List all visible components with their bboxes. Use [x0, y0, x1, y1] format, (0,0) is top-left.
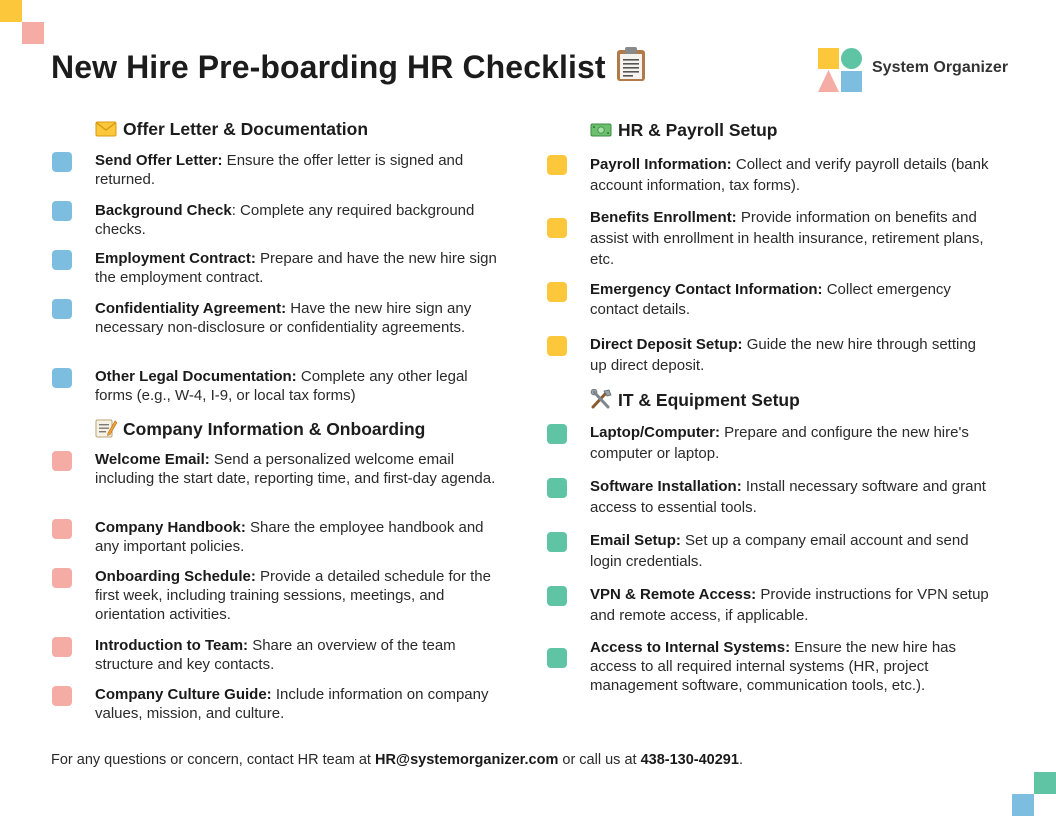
page-title-text: New Hire Pre-boarding HR Checklist — [51, 49, 606, 85]
corner-square-green — [1034, 772, 1056, 794]
checkbox[interactable] — [547, 586, 567, 606]
hr-email-link[interactable]: HR@systemorganizer.com — [374, 752, 559, 768]
envelope-icon — [95, 120, 117, 138]
checkbox[interactable] — [547, 155, 567, 175]
memo-icon — [95, 418, 117, 436]
item-text: Other Legal Documentation: Complete any other legal forms (e.g., W-4, I-9, or local tax forms) — [95, 368, 468, 404]
system-organizer-logo — [818, 48, 864, 92]
corner-square-yellow — [0, 0, 22, 22]
item-text: Employment Contract: Prepare and have the new hire sign the employment contract. — [95, 250, 497, 286]
clipboard-icon — [616, 46, 646, 90]
item-text: Benefits Enrollment: Provide information on benefits and assist with enrollment in health insurance, retirement plans, etc. — [590, 209, 984, 268]
section-title-it: IT & Equipment Setup — [590, 389, 800, 411]
checkbox[interactable] — [52, 686, 72, 706]
item-text: Emergency Contact Information: Collect emergency contact details. — [590, 281, 951, 318]
item-text: Company Handbook: Share the employee handbook and any important policies. — [95, 519, 484, 555]
hr-phone-number[interactable]: 438-130-40291 — [640, 752, 739, 768]
item-text: Access to Internal Systems: Ensure the new hire has access to all required internal systems (HR, project management software, communication tools, etc.). — [590, 639, 957, 694]
brand-name: System Organizer — [872, 59, 1009, 76]
section-title-payroll: HR & Payroll Setup — [590, 120, 777, 141]
item-text: Direct Deposit Setup: Guide the new hire through setting up direct deposit. — [590, 336, 977, 374]
corner-square-blue — [1012, 794, 1034, 816]
checkbox[interactable] — [547, 218, 567, 238]
page-title — [51, 46, 646, 90]
section-title-offer: Offer Letter & Documentation — [95, 119, 368, 140]
checkbox[interactable] — [547, 648, 567, 668]
item-text: Background Check: Complete any required background checks. — [95, 202, 475, 238]
item-text: Onboarding Schedule: Provide a detailed schedule for the first week, including training sessions, meetings, and orientation activities. — [95, 568, 491, 623]
checkbox[interactable] — [52, 519, 72, 539]
footer-contact: For any questions or concern, contact HR team at HR@systemorganizer.com or call us at 438-130-40291. — [51, 752, 743, 768]
checkbox[interactable] — [52, 637, 72, 657]
checkbox[interactable] — [547, 424, 567, 444]
checkbox[interactable] — [547, 282, 567, 302]
checkbox[interactable] — [52, 299, 72, 319]
checkbox[interactable] — [52, 451, 72, 471]
item-text: Introduction to Team: Share an overview of the team structure and key contacts. — [95, 637, 456, 673]
checkbox[interactable] — [52, 201, 72, 221]
checkbox[interactable] — [547, 532, 567, 552]
item-text: Software Installation: Install necessary software and grant access to essential tools. — [590, 478, 986, 516]
checkbox[interactable] — [547, 336, 567, 356]
item-text: Payroll Information: Collect and verify payroll details (bank account information, tax forms). — [590, 156, 989, 194]
corner-square-pink — [22, 22, 44, 44]
tools-icon — [590, 389, 612, 407]
item-text: Welcome Email: Send a personalized welcome email including the start date, reporting time, and first-day agenda. — [95, 451, 496, 487]
checkbox[interactable] — [52, 250, 72, 270]
money-icon — [590, 121, 612, 139]
item-text: Laptop/Computer: Prepare and configure the new hire's computer or laptop. — [590, 424, 969, 462]
item-text: Confidentiality Agreement: Have the new hire sign any necessary non-disclosure or confidentiality agreements. — [95, 300, 472, 336]
item-text: VPN & Remote Access: Provide instructions for VPN setup and remote access, if applicable. — [590, 586, 989, 624]
item-text: Send Offer Letter: Ensure the offer letter is signed and returned. — [95, 152, 464, 188]
checkbox[interactable] — [52, 368, 72, 388]
checkbox[interactable] — [547, 478, 567, 498]
item-text: Company Culture Guide: Include information on company values, mission, and culture. — [95, 686, 489, 722]
item-text: Email Setup: Set up a company email account and send login credentials. — [590, 532, 969, 570]
section-title-company: Company Information & Onboarding — [95, 418, 425, 440]
checkbox[interactable] — [52, 152, 72, 172]
checkbox[interactable] — [52, 568, 72, 588]
